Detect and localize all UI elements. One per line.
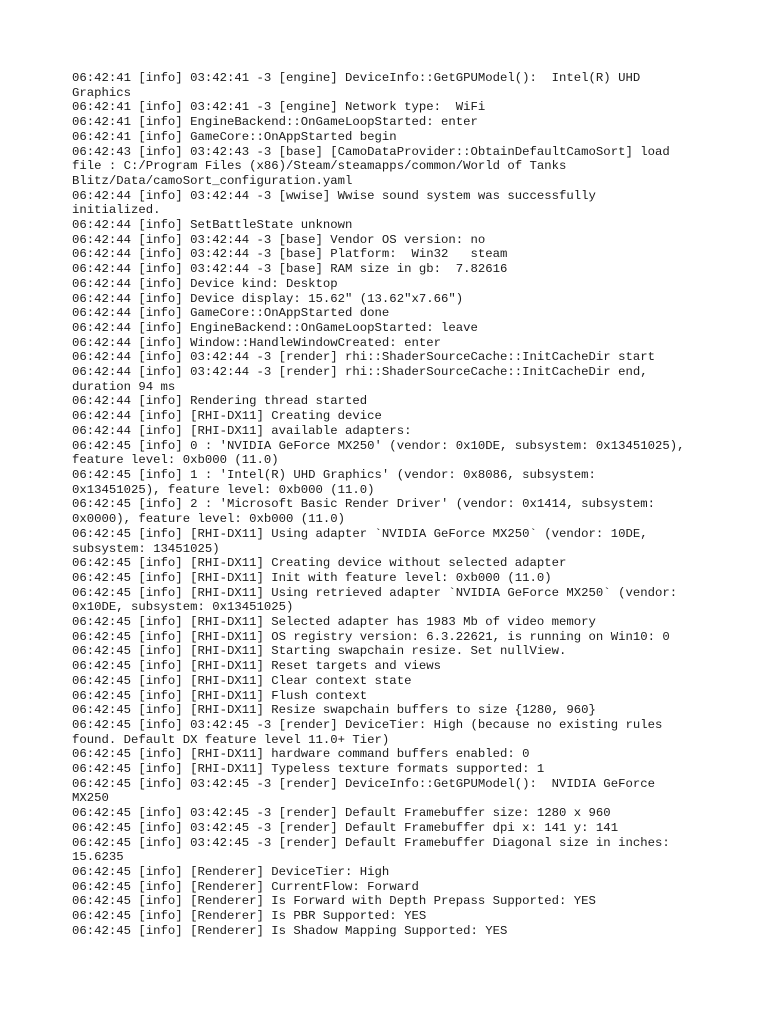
log-line: 06:42:45 [info] [RHI-DX11] Flush context <box>72 688 368 703</box>
log-line: Blitz/Data/camoSort_configuration.yaml <box>72 173 353 188</box>
log-line: Graphics <box>72 85 132 100</box>
log-line: 06:42:44 [info] Device kind: Desktop <box>72 276 338 291</box>
log-line: 06:42:45 [info] 03:42:45 -3 [render] Default Framebuffer Diagonal size in inches: <box>72 835 670 850</box>
log-line: 06:42:41 [info] 03:42:41 -3 [engine] Network type: WiFi <box>72 100 486 115</box>
log-line: 06:42:45 [info] 03:42:45 -3 [render] Default Framebuffer dpi x: 141 y: 141 <box>72 820 619 835</box>
log-line: 06:42:45 [info] [RHI-DX11] Init with feature level: 0xb000 (11.0) <box>72 570 552 585</box>
log-line: 06:42:44 [info] 03:42:44 -3 [base] Platform: Win32 steam <box>72 247 508 262</box>
log-line: 0x10DE, subsystem: 0x13451025) <box>72 600 294 615</box>
log-line: 06:42:45 [info] [Renderer] CurrentFlow: Forward <box>72 879 419 894</box>
log-line: 06:42:45 [info] [RHI-DX11] Starting swapchain resize. Set nullView. <box>72 644 567 659</box>
log-line: 06:42:45 [info] [RHI-DX11] Clear context state <box>72 673 412 688</box>
log-line: 06:42:45 [info] 03:42:45 -3 [render] DeviceTier: High (because no existing rules <box>72 717 663 732</box>
log-line: 06:42:45 [info] 03:42:45 -3 [render] Default Framebuffer size: 1280 x 960 <box>72 806 611 821</box>
log-line: 06:42:44 [info] Device display: 15.62" (13.62"x7.66") <box>72 291 464 306</box>
log-line: 06:42:43 [info] 03:42:43 -3 [base] [CamoDataProvider::ObtainDefaultCamoSort] load <box>72 144 670 159</box>
log-line: 06:42:45 [info] [Renderer] Is PBR Supported: YES <box>72 909 427 924</box>
log-line: 06:42:45 [info] [RHI-DX11] hardware command buffers enabled: 0 <box>72 747 530 762</box>
log-line: 06:42:44 [info] [RHI-DX11] Creating device <box>72 409 382 424</box>
log-line: 06:42:45 [info] [RHI-DX11] Typeless texture formats supported: 1 <box>72 762 545 777</box>
log-line: 06:42:44 [info] Rendering thread started <box>72 394 368 409</box>
log-line: 06:42:45 [info] [RHI-DX11] OS registry version: 6.3.22621, is running on Win10: 0 <box>72 629 670 644</box>
log-line: found. Default DX feature level 11.0+ Tier) <box>72 732 390 747</box>
log-line: 0x13451025), feature level: 0xb000 (11.0) <box>72 482 375 497</box>
log-line: 06:42:45 [info] [Renderer] Is Shadow Mapping Supported: YES <box>72 923 508 938</box>
log-line: 06:42:44 [info] 03:42:44 -3 [render] rhi::ShaderSourceCache::InitCacheDir end, <box>72 365 648 380</box>
log-line: 06:42:45 [info] 1 : 'Intel(R) UHD Graphics' (vendor: 0x8086, subsystem: <box>72 467 596 482</box>
log-line: 06:42:45 [info] 03:42:45 -3 [render] DeviceInfo::GetGPUModel(): NVIDIA GeForce <box>72 776 655 791</box>
log-line: 06:42:45 [info] [Renderer] DeviceTier: High <box>72 864 390 879</box>
log-line: 06:42:45 [info] [RHI-DX11] Creating device without selected adapter <box>72 556 567 571</box>
log-line: 06:42:41 [info] 03:42:41 -3 [engine] DeviceInfo::GetGPUModel(): Intel(R) UHD <box>72 71 641 85</box>
log-line: 06:42:44 [info] EngineBackend::OnGameLoopStarted: leave <box>72 320 478 335</box>
log-line: 06:42:44 [info] Window::HandleWindowCreated: enter <box>72 335 441 350</box>
log-line: file : C:/Program Files (x86)/Steam/steamapps/common/World of Tanks <box>72 159 567 174</box>
log-line: MX250 <box>72 791 109 806</box>
log-line: 06:42:44 [info] 03:42:44 -3 [render] rhi::ShaderSourceCache::InitCacheDir start <box>72 350 655 365</box>
log-line: 0x0000), feature level: 0xb000 (11.0) <box>72 512 346 527</box>
log-line: 06:42:44 [info] 03:42:44 -3 [base] Vendor OS version: no <box>72 232 486 247</box>
log-line: initialized. <box>72 203 161 218</box>
log-line: 15.6235 <box>72 850 124 865</box>
log-line: 06:42:45 [info] [RHI-DX11] Resize swapchain buffers to size {1280, 960} <box>72 703 596 718</box>
log-line: 06:42:44 [info] [RHI-DX11] available adapters: <box>72 423 412 438</box>
log-line: 06:42:45 [info] [RHI-DX11] Using retrieved adapter `NVIDIA GeForce MX250` (vendor: <box>72 585 678 600</box>
log-line: subsystem: 13451025) <box>72 541 220 556</box>
log-line: 06:42:45 [info] 2 : 'Microsoft Basic Render Driver' (vendor: 0x1414, subsystem: <box>72 497 655 512</box>
log-line: feature level: 0xb000 (11.0) <box>72 453 279 468</box>
log-line: 06:42:45 [info] [RHI-DX11] Reset targets and views <box>72 659 441 674</box>
log-line: 06:42:44 [info] GameCore::OnAppStarted done <box>72 306 390 321</box>
log-line: 06:42:41 [info] GameCore::OnAppStarted begin <box>72 129 397 144</box>
log-text-body <box>72 71 712 938</box>
log-line: 06:42:45 [info] [RHI-DX11] Selected adapter has 1983 Mb of video memory <box>72 615 596 630</box>
log-line: 06:42:44 [info] 03:42:44 -3 [base] RAM size in gb: 7.82616 <box>72 262 508 277</box>
log-line: 06:42:45 [info] [Renderer] Is Forward with Depth Prepass Supported: YES <box>72 894 596 909</box>
log-line: 06:42:44 [info] SetBattleState unknown <box>72 218 353 233</box>
log-line: 06:42:41 [info] EngineBackend::OnGameLoopStarted: enter <box>72 115 478 130</box>
log-line: 06:42:45 [info] 0 : 'NVIDIA GeForce MX250' (vendor: 0x10DE, subsystem: 0x13451025), <box>72 438 685 453</box>
log-line: 06:42:44 [info] 03:42:44 -3 [wwise] Wwise sound system was successfully <box>72 188 596 203</box>
log-line: duration 94 ms <box>72 379 176 394</box>
log-line: 06:42:45 [info] [RHI-DX11] Using adapter `NVIDIA GeForce MX250` (vendor: 10DE, <box>72 526 648 541</box>
